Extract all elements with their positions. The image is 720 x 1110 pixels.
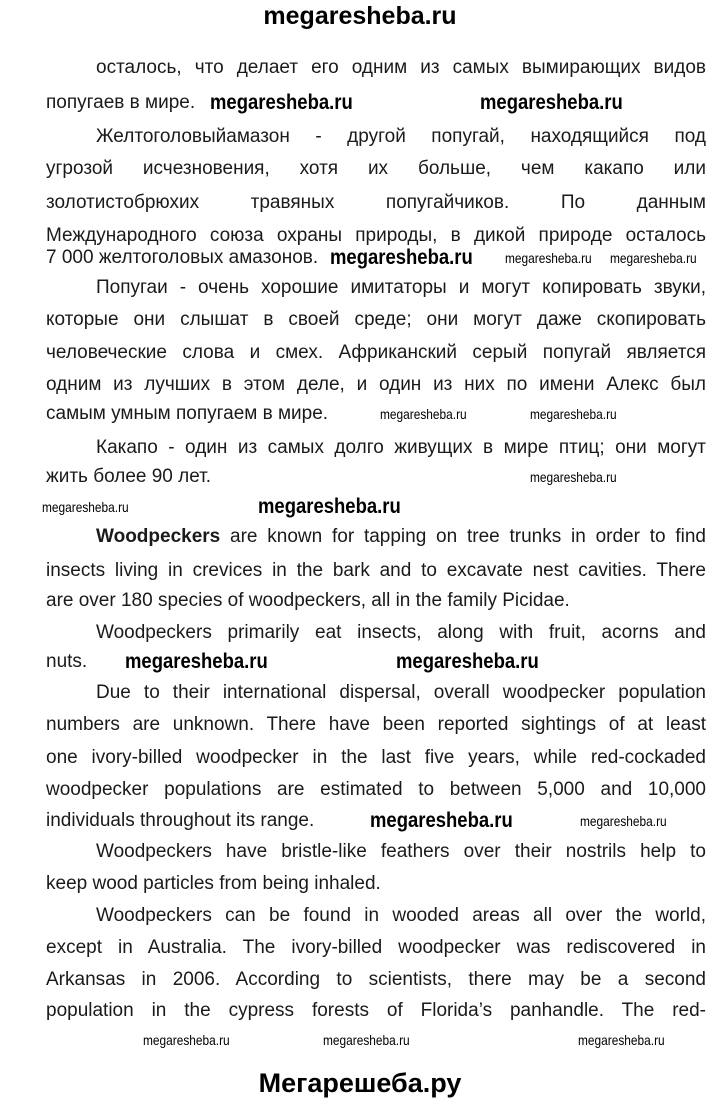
watermark-text: megaresheba.ru	[143, 1032, 230, 1048]
watermark-text: megaresheba.ru	[480, 91, 623, 114]
text-line: except in Australia. The ivory-billed woodpecker was rediscovered in	[46, 937, 706, 958]
text-line	[96, 524, 706, 550]
text-line: человеческие слова и смех. Африканский серый попугай является	[46, 342, 706, 363]
watermark-text: megaresheba.ru	[505, 250, 592, 266]
watermark-text: megaresheba.ru	[125, 650, 268, 673]
text-line: Woodpeckers primarily eat insects, along with fruit, acorns and	[96, 622, 706, 643]
text-line: Международного союза охраны природы, в дикой природе осталось	[46, 225, 706, 246]
text-line: попугаев в мире.	[46, 92, 196, 113]
text-line: которые они слышат в своей среде; они могут даже скопировать	[46, 309, 706, 330]
text-line: nuts.	[46, 651, 88, 672]
text-line: Arkansas in 2006. According to scientists, there may be a second	[46, 969, 706, 990]
text-line: individuals throughout its range.	[46, 810, 315, 831]
text-line: Какапо - один из самых долго живущих в мире птиц; они могут	[96, 437, 706, 458]
watermark-text: megaresheba.ru	[42, 499, 129, 515]
watermark-text: megaresheba.ru	[530, 406, 617, 422]
text-line: Попугаи - очень хорошие имитаторы и могут копировать звуки,	[96, 277, 706, 298]
watermark-text: megaresheba.ru	[330, 246, 473, 269]
text-line: одним из лучших в этом деле, и один из них по имени Алекс был	[46, 374, 706, 395]
text-line: are over 180 species of woodpeckers, all in the family Picidae.	[46, 590, 570, 611]
header-site-name: megaresheba.ru	[263, 2, 457, 30]
text-line: Woodpeckers have bristle-like feathers over their nostrils help to	[96, 841, 706, 862]
text-line: insects living in crevices in the bark and to excavate nest cavities. There	[46, 560, 706, 581]
watermark-text: megaresheba.ru	[580, 813, 667, 829]
watermark-text: megaresheba.ru	[530, 469, 617, 485]
text-line: самым умным попугаем в мире.	[46, 403, 329, 424]
watermark-text: megaresheba.ru	[578, 1032, 665, 1048]
text-line: жить более 90 лет.	[46, 466, 212, 487]
text-line: Желтоголовыйамазон - другой попугай, находящийся под	[96, 126, 706, 147]
text-line: Due to their international dispersal, overall woodpecker population	[96, 682, 706, 703]
watermark-text: megaresheba.ru	[258, 495, 401, 518]
watermark-text: megaresheba.ru	[396, 650, 539, 673]
watermark-text: megaresheba.ru	[610, 250, 697, 266]
text-line: Woodpeckers can be found in wooded areas all over the world,	[96, 905, 706, 926]
text-line: numbers are unknown. There have been reported sightings of at least	[46, 714, 706, 735]
watermark-text: megaresheba.ru	[323, 1032, 410, 1048]
text-line: keep wood particles from being inhaled.	[46, 873, 381, 894]
bold-term: Woodpeckers	[96, 526, 221, 547]
text-span: are known for tapping on tree trunks in order to find	[220, 526, 706, 547]
text-line: золотистобрюхих травяных попугайчиков. По данным	[46, 192, 706, 213]
text-line: осталось, что делает его одним из самых вымирающих видов	[96, 57, 706, 78]
text-line: one ivory-billed woodpecker in the last five years, while red-cockaded	[46, 747, 706, 768]
footer-site-name: Мегарешеба.ру	[258, 1068, 462, 1098]
text-line: woodpecker populations are estimated to between 5,000 and 10,000	[46, 779, 706, 800]
watermark-text: megaresheba.ru	[370, 809, 513, 832]
watermark-text: megaresheba.ru	[210, 91, 353, 114]
text-line: угрозой исчезновения, хотя их больше, чем какапо или	[46, 158, 706, 179]
text-line: population in the cypress forests of Florida’s panhandle. The red-	[46, 1000, 706, 1021]
text-line: 7 000 желтоголовых амазонов.	[46, 247, 319, 268]
watermark-text: megaresheba.ru	[380, 406, 467, 422]
